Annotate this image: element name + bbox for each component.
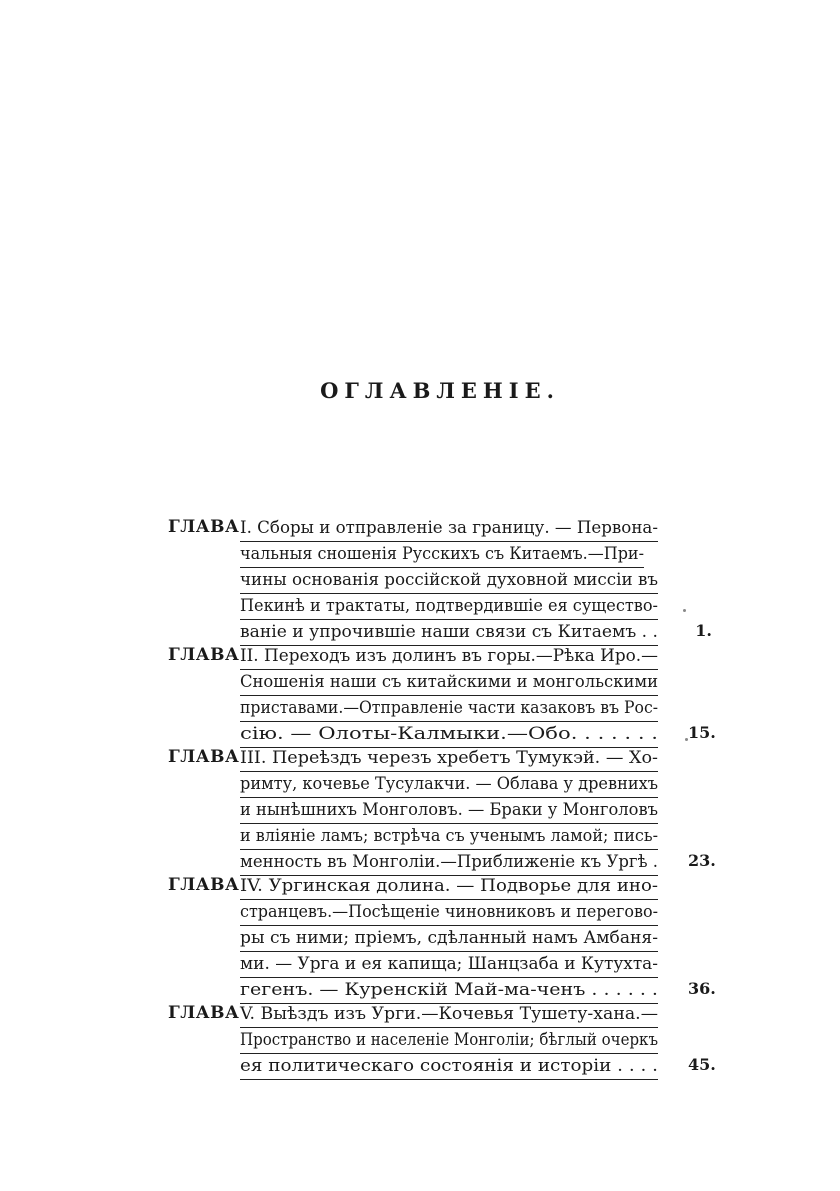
toc-line: Пекинѣ и трактаты, подтвердившіе ея существо-	[240, 595, 658, 620]
scan-speck	[685, 738, 688, 741]
toc-line: и вліяніе ламъ; встрѣча съ ученымъ ламой; пись-	[240, 825, 658, 850]
toc-line: чины основанія россійской духовной миссіи въ	[240, 569, 658, 594]
toc-line: II. Переходъ изъ долинъ въ горы.—Рѣка Иро.—	[240, 645, 658, 670]
toc-line: ры съ ними; пріемъ, сдѣланный намъ Амбаня-	[240, 927, 658, 952]
chapter-label: ГЛАВА	[168, 1003, 240, 1023]
toc-line: Пространство и населеніе Монголіи; бѣглый очеркъ	[240, 1029, 658, 1054]
page-number: 1.	[695, 621, 712, 640]
page-number: 45.	[688, 1055, 716, 1074]
toc-line: ваніе и упрочившіе наши связи съ Китаемъ . .	[240, 621, 658, 646]
chapter-label: ГЛАВА	[168, 875, 240, 895]
toc-line: Сношенія наши съ китайскими и монгольскими	[240, 671, 658, 696]
toc-line: странцевъ.—Посѣщеніе чиновниковъ и перегово-	[240, 901, 658, 926]
toc-line: гегенъ. — Куренскій Май-ма-ченъ . . . . . .	[240, 979, 658, 1004]
toc-line: V. Выѣздъ изъ Урги.—Кочевья Тушету-хана.—	[240, 1003, 658, 1028]
toc-line: сію. — Олоты-Калмыки.—Обо. . . . . . .	[240, 723, 658, 748]
toc-line: I. Сборы и отправленіе за границу. — Первона-	[240, 517, 658, 542]
page-number: 23.	[688, 851, 716, 870]
toc-line: III. Переѣздъ черезъ хребетъ Тумукэй. — Хо-	[240, 747, 658, 772]
toc-line: приставами.—Отправленіе части казаковъ въ Рос-	[240, 697, 658, 722]
toc-line: IV. Ургинская долина. — Подворье для ино-	[240, 875, 658, 900]
chapter-label: ГЛАВА	[168, 747, 240, 767]
toc-line: чальныя сношенія Русскихъ съ Китаемъ.—При-	[240, 543, 644, 568]
toc-line: римту, кочевье Тусулакчи. — Облава у древнихъ	[240, 773, 658, 798]
chapter-label: ГЛАВА	[168, 517, 240, 537]
toc-line: ми. — Урга и ея капища; Шанцзаба и Кутухта-	[240, 953, 658, 978]
toc-line: менность въ Монголіи.—Приближеніе къ Ургѣ .	[240, 851, 658, 876]
toc-line: и нынѣшнихъ Монголовъ. — Браки у Монголовъ	[240, 799, 658, 824]
page-number: 15.	[688, 723, 716, 742]
chapter-label: ГЛАВА	[168, 645, 240, 665]
toc-line: ея политическаго состоянія и исторіи . . . .	[240, 1055, 658, 1080]
page-number: 36.	[688, 979, 716, 998]
page-title: ОГЛАВЛЕНІЕ.	[320, 378, 560, 403]
scan-speck	[683, 609, 686, 612]
